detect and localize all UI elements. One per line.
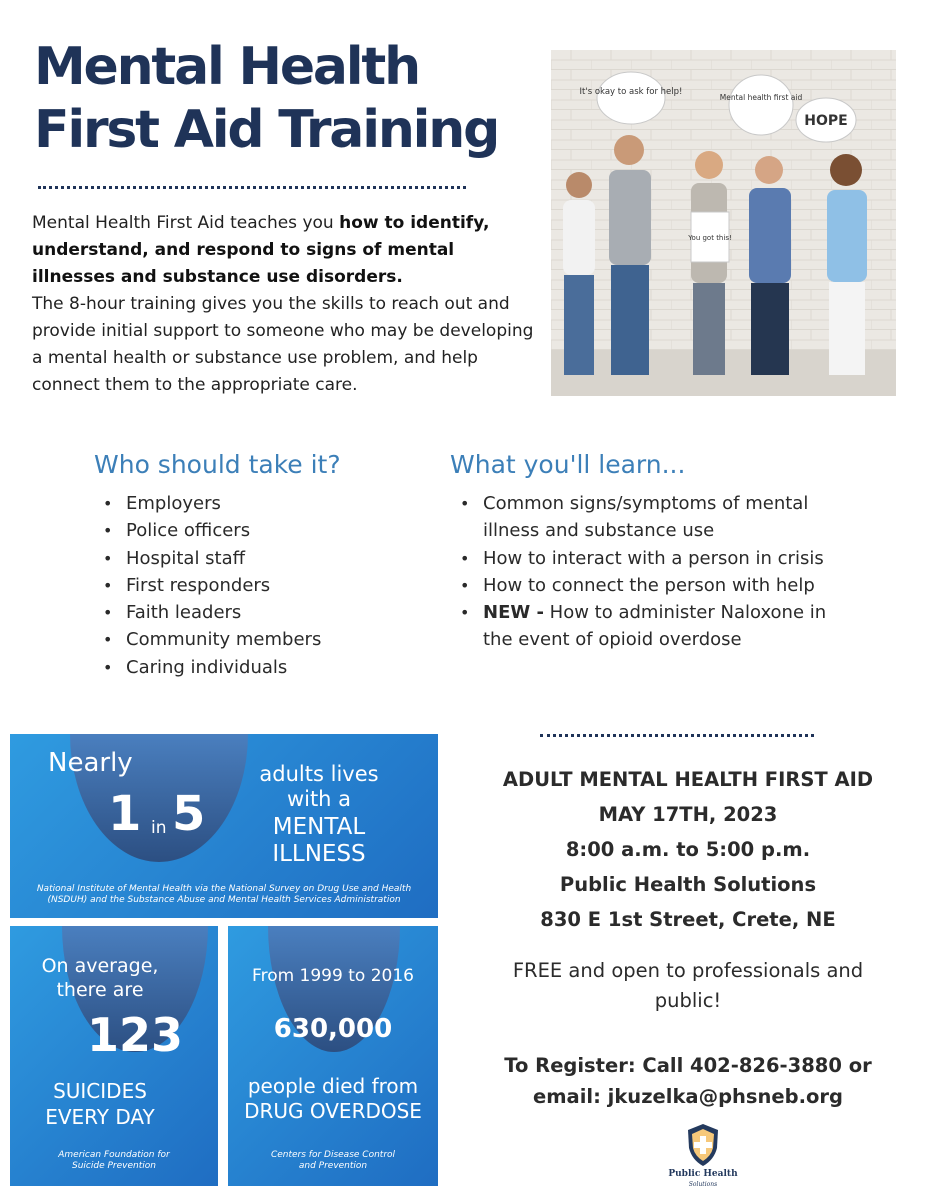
free-note-line: public! <box>654 989 722 1012</box>
stat-desc-line: people died from <box>247 1074 419 1098</box>
stat-desc <box>242 762 396 812</box>
list-item: • Caring individuals <box>100 654 430 681</box>
intro-body: The 8-hour training gives you the skills to reach out and provide initial support to someone who may be developing a mental health or substance use problem, and help connect them to the appropriate care. <box>32 294 534 395</box>
logo-tagline: Solutions <box>688 1181 718 1188</box>
stat-source-line: Suicide Prevention <box>72 1161 156 1171</box>
stat-number: 630,000 <box>273 1014 393 1044</box>
item-text: Common signs/symptoms of mental illness and substance use <box>483 493 809 542</box>
logo-name: Public Health <box>668 1169 738 1179</box>
title-line-2: First Aid Training <box>34 100 499 160</box>
title-divider <box>38 186 466 189</box>
who-list <box>100 490 430 681</box>
who-heading: Who should take it? <box>94 450 341 479</box>
event-details <box>472 762 904 937</box>
list-item <box>457 490 857 545</box>
stat-intro-line: there are <box>56 979 144 1001</box>
stat-source <box>234 1150 432 1172</box>
list-item: • Police officers <box>100 517 430 544</box>
list-item <box>457 572 857 599</box>
intro-lead: Mental Health First Aid teaches you <box>32 213 340 233</box>
free-note <box>472 956 904 1016</box>
event-name: ADULT MENTAL HEALTH FIRST AID <box>502 768 874 791</box>
page-title <box>34 36 498 162</box>
list-item <box>457 599 857 654</box>
sign-text-3: HOPE <box>804 113 848 129</box>
stat-desc-caps <box>242 814 396 868</box>
item-bold: NEW - <box>483 602 544 624</box>
list-item: • Faith leaders <box>100 599 430 626</box>
list-item: • Hospital staff <box>100 545 430 572</box>
stat-number: 123 <box>86 1008 184 1062</box>
register-email: email: jkuzelka@phsneb.org <box>533 1085 843 1108</box>
list-item: • Community members <box>100 626 430 653</box>
item-text: How to interact with a person in crisis <box>483 547 824 569</box>
stat-number-2: 5 <box>172 786 206 842</box>
stat-desc-line: MENTAL <box>272 814 366 840</box>
public-health-solutions-logo <box>648 1122 758 1190</box>
stat-intro <box>10 954 190 1002</box>
stat-prefix: Nearly <box>48 748 133 778</box>
stat-box-suicides <box>10 926 218 1186</box>
event-organization: Public Health Solutions <box>559 873 817 896</box>
learn-heading: What you'll learn... <box>450 450 686 479</box>
sign-text-1: It's okay to ask for help! <box>579 87 683 97</box>
item-text: How to administer Naloxone in the event of opioid overdose <box>483 602 827 651</box>
stat-intro: From 1999 to 2016 <box>252 966 414 986</box>
free-note-line: FREE and open to professionals and <box>512 959 864 982</box>
stat-desc-line: with a <box>286 787 352 811</box>
stat-source-line: American Foundation for <box>58 1150 170 1160</box>
stat-mid: in <box>151 818 167 838</box>
item-text: How to connect the person with help <box>483 574 815 596</box>
event-time: 8:00 a.m. to 5:00 p.m. <box>565 838 811 861</box>
stat-number-1: 1 <box>108 786 142 842</box>
register-phone: To Register: Call 402-826-3880 or <box>504 1054 872 1077</box>
register-info <box>472 1050 904 1112</box>
learn-list <box>457 490 857 654</box>
stat-desc-line: adults lives <box>259 762 379 786</box>
event-address: 830 E 1st Street, Crete, NE <box>540 908 836 931</box>
stat-desc <box>228 1074 438 1124</box>
intro-bold: how to identify, understand, and respond to signs of mental illnesses and substance use disorders. <box>32 213 490 287</box>
stat-source <box>16 1150 212 1172</box>
stat-source: National Institute of Mental Health via the National Survey on Drug Use and Health (NSDUH) and the Substance Abuse and Mental Health Services Administration <box>36 884 412 905</box>
stat-box-mental-illness <box>10 734 438 918</box>
stat-desc-line: DRUG OVERDOSE <box>244 1099 422 1123</box>
stat-desc-line: EVERY DAY <box>45 1105 155 1129</box>
logo-mark <box>648 1122 758 1190</box>
group-photo <box>551 50 896 396</box>
event-divider <box>540 734 814 737</box>
stat-box-overdose <box>228 926 438 1186</box>
people-holding-signs-illustration <box>551 50 896 396</box>
sign-text-4: You got this! <box>688 234 732 242</box>
intro-paragraph <box>32 210 542 399</box>
stat-intro-line: On average, <box>41 955 159 977</box>
list-item: • Employers <box>100 490 430 517</box>
stat-desc <box>10 1078 190 1130</box>
stat-desc-line: ILLNESS <box>272 841 366 867</box>
stat-desc-line: SUICIDES <box>53 1079 147 1103</box>
stat-source-line: Centers for Disease Control <box>270 1150 396 1160</box>
list-item: • First responders <box>100 572 430 599</box>
sign-text-2: Mental health first aid <box>719 93 803 102</box>
stat-source-line: and Prevention <box>298 1161 368 1171</box>
list-item <box>457 545 857 572</box>
title-line-1: Mental Health <box>34 37 419 97</box>
event-date: MAY 17TH, 2023 <box>598 803 778 826</box>
